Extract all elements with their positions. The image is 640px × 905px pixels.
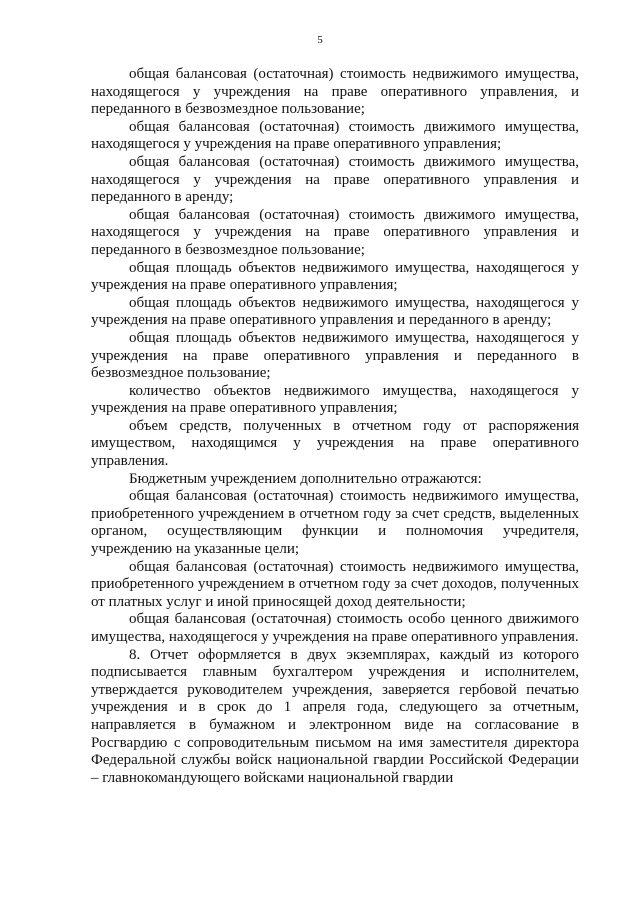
paragraph-1: общая балансовая (остаточная) стоимость недвижимого имущества, находящегося у учреждения на праве оперативного управления, и переданного в безвозмездное пользование; [91, 66, 579, 118]
paragraph-2: общая балансовая (остаточная) стоимость движимого имущества, находящегося у учреждения на праве оперативного управления; [91, 118, 579, 153]
paragraph-10: Бюджетным учреждением дополнительно отражаются: [129, 470, 482, 487]
paragraph-14: 8. Отчет оформляется в двух экземплярах, каждый из которого подписывается главным бухгалтером учреждения и исполнителем, утверждается руководителем учреждения, заверяется гербовой печатью учреждения и в срок до 1 апреля года, следующего за отчетным, направляется в бумажном и электронном виде на согласование в Росгвардию с сопроводительным письмом на имя заместителя директора Федеральной службы войск национальной гвардии Российской Федерации – главнокомандующего войсками национальной гвардии [91, 646, 579, 786]
paragraph-13: общая балансовая (остаточная) стоимость особо ценного движимого имущества, находящегося у учреждения на праве оперативного управления. [91, 611, 579, 645]
document-body [91, 66, 579, 787]
paragraph-5: общая площадь объектов недвижимого имущества, находящегося у учреждения на праве оперативного управления; [91, 259, 579, 294]
paragraph-6: общая площадь объектов недвижимого имущества, находящегося у учреждения на праве оперативного управления и переданного в аренду; [91, 294, 579, 329]
paragraph-11: общая балансовая (остаточная) стоимость недвижимого имущества, приобретенного учреждением в отчетном году за счет средств, выделенных органом, осуществляющим функции и полномочия учредителя, учреждению на указанные цели; [91, 488, 579, 558]
paragraph-3: общая балансовая (остаточная) стоимость движимого имущества, находящегося у учреждения на праве оперативного управления и переданного в аренду; [91, 153, 579, 206]
paragraph-8: количество объектов недвижимого имущества, находящегося у учреждения на праве оперативного управления; [91, 382, 579, 417]
paragraph-7: общая площадь объектов недвижимого имущества, находящегося у учреждения на праве оперативного управления и переданного в безвозмездное пользование; [91, 329, 579, 382]
page-number: 5 [317, 34, 323, 46]
paragraph-12: общая балансовая (остаточная) стоимость недвижимого имущества, приобретенного учреждением в отчетном году за счет доходов, полученных от платных услуг и иной приносящей доход деятельности; [91, 558, 579, 610]
paragraph-4: общая балансовая (остаточная) стоимость движимого имущества, находящегося у учреждения на праве оперативного управления и переданного в безвозмездное пользование; [91, 206, 579, 258]
paragraph-9: объем средств, полученных в отчетном году от распоряжения имуществом, находящимся у учреждения на праве оперативного управления. [91, 417, 579, 470]
